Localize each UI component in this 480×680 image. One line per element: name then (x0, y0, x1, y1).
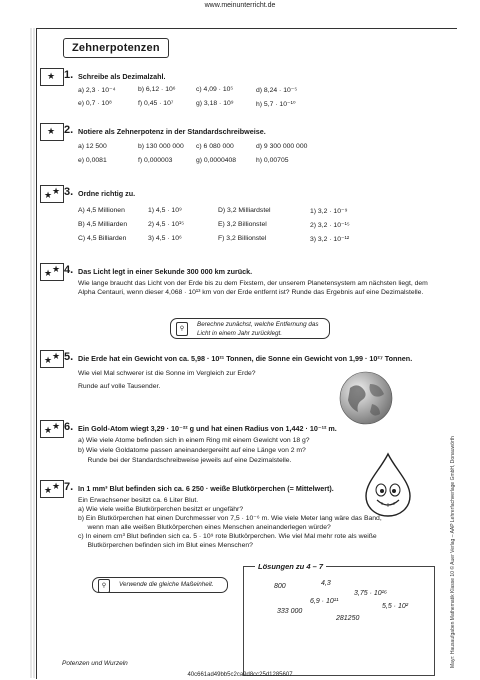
globe-icon (338, 370, 394, 426)
task-6-line-c: Runde bei der Standardschreibweise jeweils auf eine Dezimalstelle. (78, 457, 292, 464)
task-6-line-b: b) Wie viele Goldatome passen aneinandergereiht auf eine Länge von 2 m? (78, 447, 306, 454)
difficulty-stars-4: ★ ★ (40, 263, 64, 281)
task-number-5: 5. (64, 351, 74, 363)
task-question-7: In 1 mm³ Blut befinden sich ca. 6 250 · weiße Blutkörperchen (= Mittelwert). (78, 484, 334, 493)
solution-value: 6,9 · 10¹¹ (310, 598, 339, 605)
task-7-line-2: a) Wie viele weiße Blutkörperchen besitzt er ungefähr? (78, 506, 244, 513)
task-7-line-3: b) Ein Blutkörperchen hat einen Durchmesser von 7,5 · 10⁻⁶ m. Wie viele Meter lang wäre das Band, (78, 515, 382, 522)
page-title: Zehnerpotenzen (63, 38, 169, 58)
task-question-6: Ein Gold-Atom wiegt 3,29 · 10⁻²² g und hat einen Radius von 1,442 · 10⁻¹² m. (78, 424, 337, 433)
document-hash: 40c661ad49bb5c2ca9d8cc25d1285607 (187, 672, 293, 678)
task-number-7: 7. (64, 481, 74, 493)
task-question-5: Die Erde hat ein Gewicht von ca. 5,98 · 10²¹ Tonnen, die Sonne ein Gewicht von 1,99 · 10²⁷ Tonnen. (78, 354, 413, 363)
solution-value: 4,3 (321, 580, 331, 587)
task-7-line-1: Ein Erwachsener besitzt ca. 6 Liter Blut. (78, 497, 199, 504)
difficulty-stars-6: ★ ★ (40, 420, 64, 438)
header-url: www.meinunterricht.de (204, 2, 276, 9)
difficulty-stars-2: ★ (40, 123, 64, 141)
task-number-6: 6. (64, 421, 74, 433)
hint-icon-2: ⚲ (98, 579, 110, 593)
task-question-1: Schreibe als Dezimalzahl. (78, 72, 166, 81)
task-6-line-a: a) Wie viele Atome befinden sich in einem Ring mit einem Gewicht von 18 g? (78, 437, 310, 444)
copyright-side-text: Mayr: Hausaufgaben Mathematik Klasse 10 © Auer Verlag – AAP Lehrerfachverlage GmbH, Donauwörth (450, 436, 456, 668)
difficulty-stars-1: ★ (40, 68, 64, 86)
task-7-line-5: c) In einem cm³ Blut befinden sich ca. 5 · 10⁹ rote Blutkörperchen. Wie viel Mal mehr rote als weiße (78, 533, 377, 540)
task-question-4: Das Licht legt in einer Sekunde 300 000 km zurück. (78, 267, 253, 276)
task-number-1: 1. (64, 69, 74, 81)
task-7-hint: Verwende die gleiche Maßeinheit. (92, 577, 228, 593)
task-5-text-2: Runde auf volle Tausender. (78, 383, 161, 390)
solution-value: 3,75 · 10¹⁶ (354, 590, 387, 597)
task-7-line-6: Blutkörperchen befinden sich im Blut eines Menschen? (78, 542, 253, 549)
task-4-text: Wie lange braucht das Licht von der Erde bis zu dem Fixstern, der unserem Planetensystem am nächsten liegt, dem Alpha Centauri, wenn dieser 4,068 · 10¹³ km von der Erde entfernt ist? Runde das Ergebnis auf eine Dezimalstelle. (78, 280, 428, 296)
solution-value: 800 (274, 583, 286, 590)
drop-mascot-icon (362, 452, 414, 518)
hint-icon: ⚲ (176, 322, 188, 336)
task-number-3: 3. (64, 186, 74, 198)
task-number-4: 4. (64, 264, 74, 276)
task-question-2: Notiere als Zehnerpotenz in der Standardschreibweise. (78, 127, 266, 136)
page-footer: Potenzen und Wurzeln (62, 660, 128, 667)
solution-value: 333 000 (277, 608, 303, 615)
solution-value: 5,5 · 10² (382, 603, 409, 610)
difficulty-stars-3: ★ ★ (40, 185, 64, 203)
difficulty-stars-5: ★ ★ (40, 350, 64, 368)
difficulty-stars-7: ★ ★ (40, 480, 64, 498)
task-number-2: 2. (64, 124, 74, 136)
task-question-3: Ordne richtig zu. (78, 189, 136, 198)
solutions-title: Lösungen zu 4 – 7 (255, 562, 326, 571)
task-5-text-1: Wie viel Mal schwerer ist die Sonne im Vergleich zur Erde? (78, 370, 256, 377)
task-7-line-4: wenn man alle weißen Blutkörperchen eines Menschen aneinanderlegen würde? (78, 524, 331, 531)
task-4-hint: Berechne zunächst, welche Entfernung das Licht in einem Jahr zurücklegt. (170, 318, 330, 339)
solution-value: 281250 (336, 615, 360, 622)
